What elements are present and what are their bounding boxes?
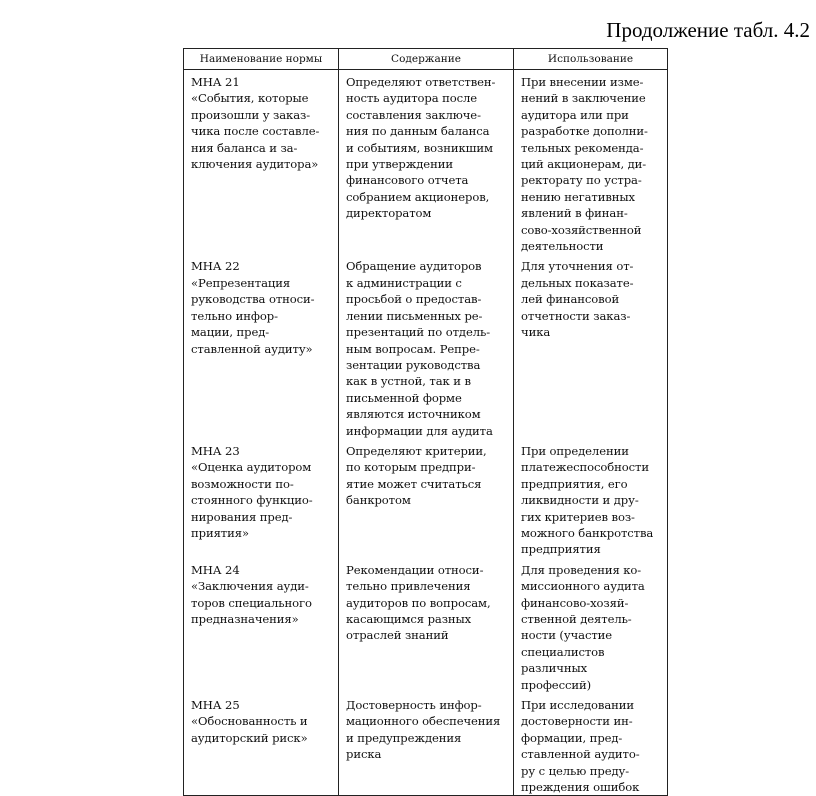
table-header-row: [184, 49, 668, 70]
norm-code: МНА 21: [191, 75, 240, 89]
norm-content-cell: Обращение аудиторов к администрации с просьбой о предостав- лении письменных ре- презентаций по отдель- ным вопросам. Репре- зентации руководства как в устной, так и в письменной форме являются источником информации для аудита: [339, 254, 514, 438]
norm-code: МНА 22: [191, 259, 240, 274]
norm-usage-cell: Для проведения ко- миссионного аудита финансово-хозяй- ственной деятель- ности (участие специалистов различных профессий): [514, 558, 668, 693]
norm-content-cell: Рекомендации относи- тельно привлечения аудиторов по вопросам, касающимся разных отраслей знаний: [339, 558, 514, 693]
norm-usage-cell: При определении платежеспособности предприятия, его ликвидности и дру- гих критериев воз- можного банкротства предприятия: [514, 439, 668, 558]
norm-content-cell: Определяют ответствен- ность аудитора после составления заключе- ния по данным баланса и событиям, возникшим при утверждении финансового отчета собранием акционеров, директоратом: [339, 70, 514, 255]
norm-name-cell: [184, 254, 339, 438]
norm-title: «Обоснованность и аудиторский риск»: [191, 714, 308, 745]
norm-name-cell: [184, 693, 339, 796]
table-row: [184, 558, 668, 693]
norm-code: МНА 25: [191, 698, 240, 713]
column-header-name: Наименование нормы: [184, 49, 339, 70]
column-header-content: Содержание: [339, 49, 514, 70]
norm-title: «События, которые произошли у заказ- чика после составле- ния баланса и за- ключения аудитора»: [191, 91, 320, 172]
table-row: [184, 254, 668, 438]
column-header-usage: Использование: [514, 49, 668, 70]
norm-usage-cell: Для уточнения от- дельных показате- лей финансовой отчетности заказ- чика: [514, 254, 668, 438]
norm-usage-cell: При исследовании достоверности ин- формации, пред- ставленной аудито- ру с целью преду- преждения ошибок: [514, 693, 668, 796]
norm-content-cell: Определяют критерии, по которым предпри- ятие может считаться банкротом: [339, 439, 514, 558]
table-row: [184, 70, 668, 255]
norm-title: «Заключения ауди- торов специального предназначения»: [191, 579, 312, 626]
norm-code: МНА 23: [191, 443, 240, 458]
norm-usage-cell: При внесении изме- нений в заключение аудитора или при разработке дополни- тельных рекоменда- ций акционерам, ди- ректорату по устра- нению негативных явлений в финан- сово-хозяйственной деятельности: [514, 70, 668, 255]
norm-name-cell: [184, 558, 339, 693]
table-row: [184, 693, 668, 796]
norm-code: МНА 24: [191, 562, 240, 577]
table-caption: Продолжение табл. 4.2: [606, 18, 810, 42]
table-row: [184, 439, 668, 558]
norm-title: «Оценка аудитором возможности по- стоянного функцио- нирования пред- приятия»: [191, 460, 313, 540]
norms-table: [183, 48, 668, 796]
norm-title: «Репрезентация руководства относи- тельно инфор- мации, пред- ставленной аудиту»: [191, 275, 315, 356]
norm-name-cell: [184, 70, 339, 255]
norm-content-cell: Достоверность инфор- мационного обеспечения и предупреждения риска: [339, 693, 514, 796]
norm-name-cell: [184, 439, 339, 558]
